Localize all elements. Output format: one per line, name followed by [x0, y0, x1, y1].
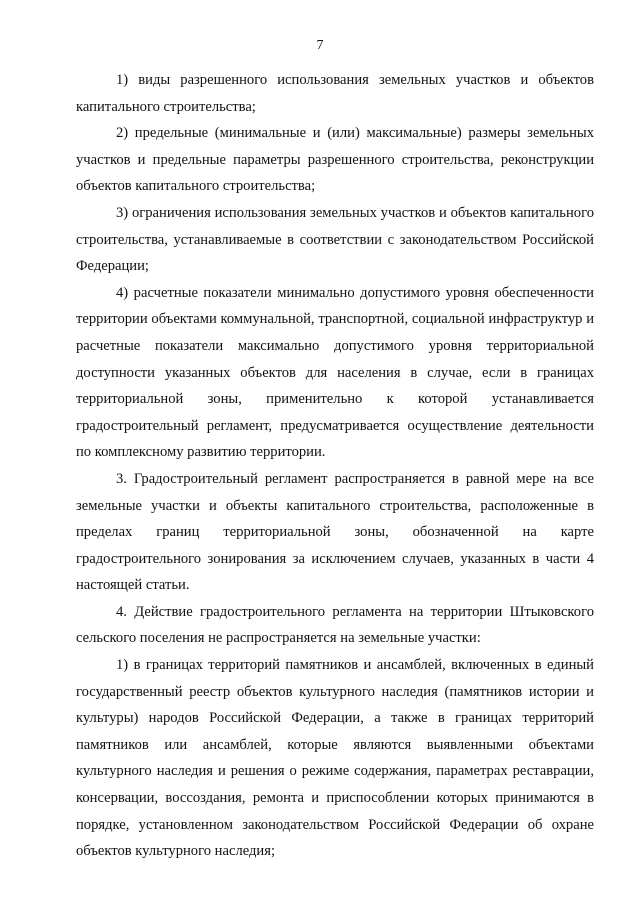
paragraph-item-3-restrictions: 3) ограничения использования земельных участков и объектов капитального строительства, устанавливаемые в соответствии с законодательством Российской Федерации;	[76, 204, 594, 275]
document-body	[76, 67, 594, 865]
paragraph-clause-4-item-1: 1) в границах территорий памятников и ансамблей, включенных в единый государственный реестр объектов культурного наследия (памятников истории и культуры) народов Российской Федерации, а также в границах территорий памятников или ансамблей, которые являются выявленными объектами культурного наследия и решения о режиме содержания, параметрах реставрации, консервации, воссоздания, ремонта и приспособлении которых принимаются в порядке, установленном законодательством Российской Федерации об охране объектов культурного наследия;	[76, 657, 594, 860]
page-number: 7	[316, 38, 324, 53]
paragraph-item-2-size-limits: 2) предельные (минимальные и (или) максимальные) размеры земельных участков и предельные параметры разрешенного строительства, реконструкции объектов капитального строительства;	[76, 125, 594, 195]
paragraph-clause-3: 3. Градостроительный регламент распространяется в равной мере на все земельные участки и объекты капитального строительства, расположенные в пределах границ территориальной зоны, обозначенной на карте градостроительного зонирования за исключением случаев, указанных в части 4 настоящей статьи.	[76, 470, 594, 594]
paragraph-item-1-land-use-types: 1) виды разрешенного использования земельных участков и объектов капитального строительства;	[76, 72, 594, 115]
paragraph-item-4-calculated-indicators: 4) расчетные показатели минимально допустимого уровня обеспеченности территории объектами коммунальной, транспортной, социальной инфраструктур и расчетные показатели максимально допустимого уровня территориальной доступности указанных объектов для населения в случае, если в границах территориальной зоны, применительно к которой устанавливается градостроительный регламент, предусматривается осуществление деятельности по комплексному развитию территории.	[76, 284, 594, 461]
paragraph-clause-4: 4. Действие градостроительного регламента на территории Штыковского сельского поселения не распространяется на земельные участки:	[76, 603, 594, 647]
